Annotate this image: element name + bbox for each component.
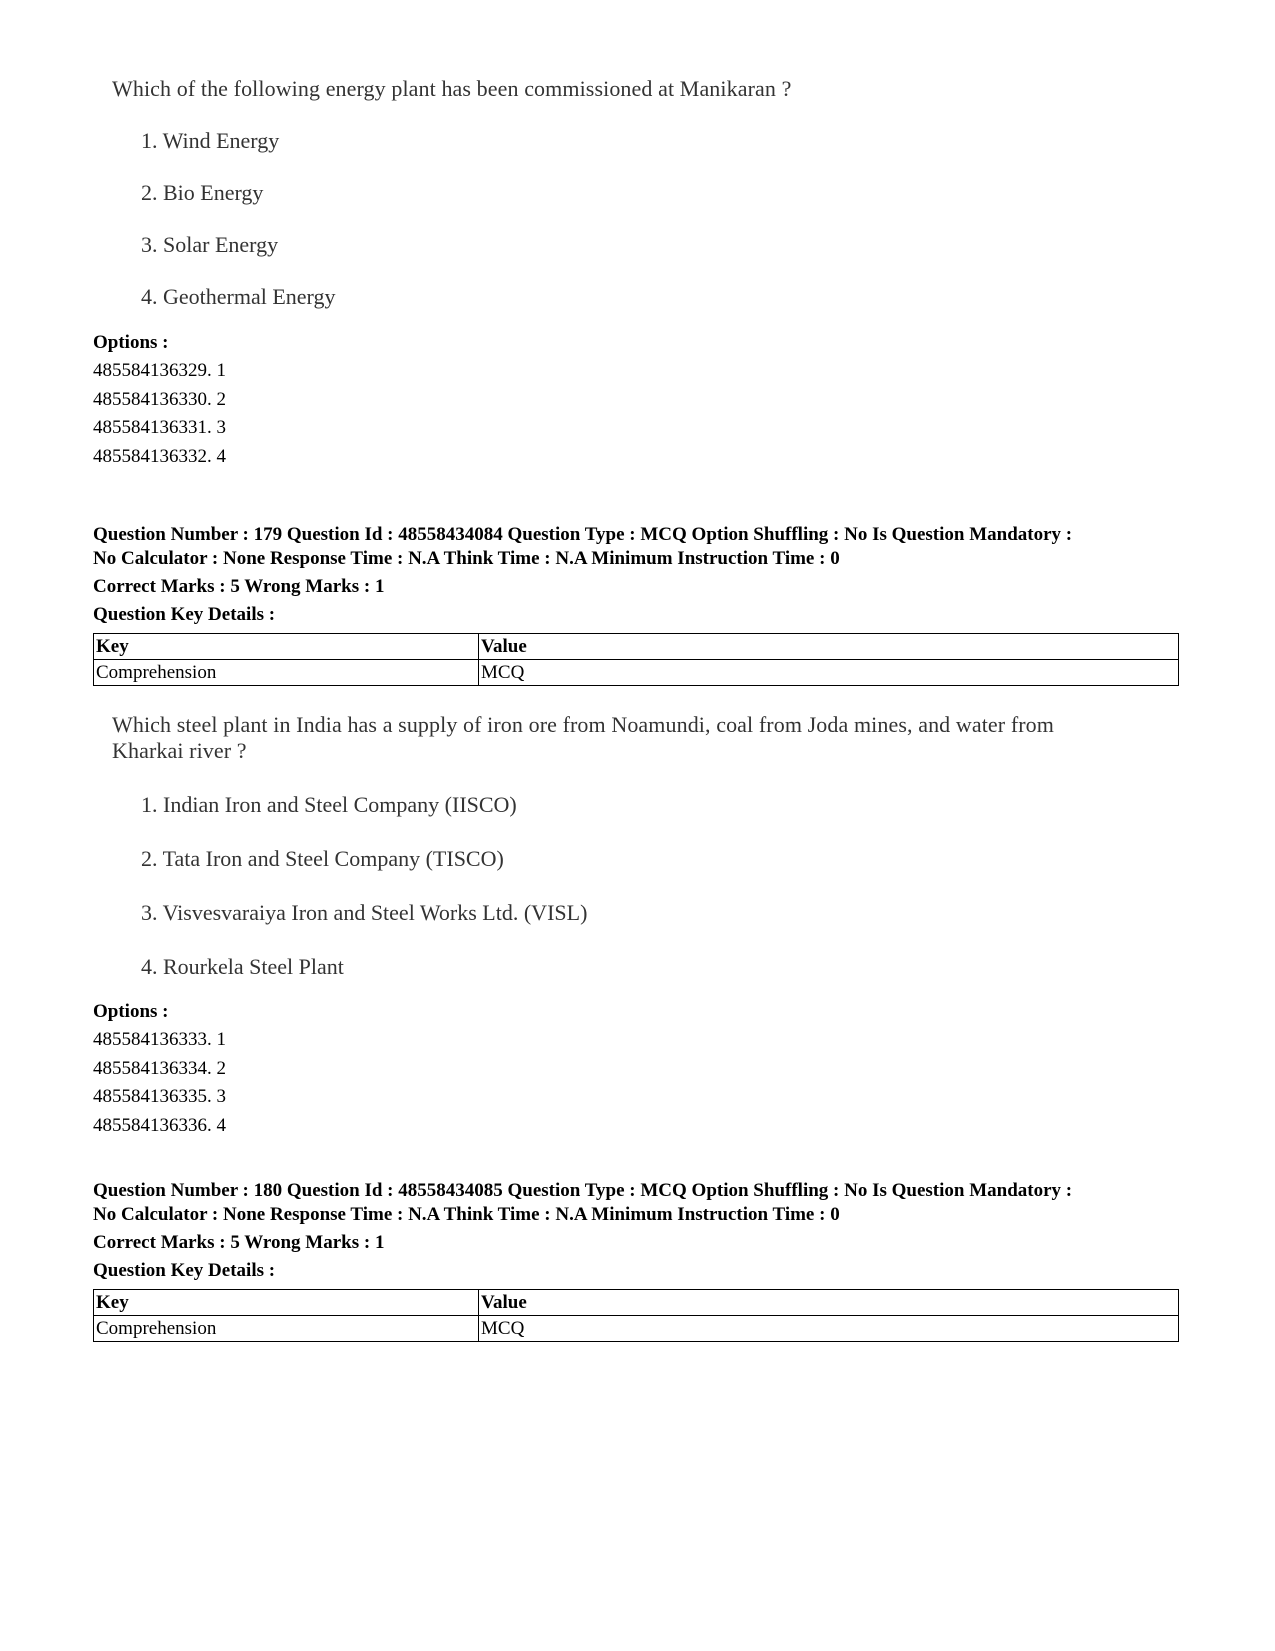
choice-item: 1. Wind Energy xyxy=(141,128,280,153)
choice-item: 2. Bio Energy xyxy=(141,180,264,205)
choice-item: 3. Visvesvaraiya Iron and Steel Works Ltd. (VISL) xyxy=(141,900,588,925)
table-row xyxy=(94,1316,1179,1342)
table-header-row xyxy=(94,1290,1179,1316)
key-details-label: Question Key Details : xyxy=(93,604,276,625)
table-row xyxy=(94,660,1179,686)
choice-item: 2. Tata Iron and Steel Company (TISCO) xyxy=(141,846,504,871)
question-text: Kharkai river ? xyxy=(112,738,247,763)
option-item: 485584136331. 3 xyxy=(93,417,226,438)
option-item: 485584136332. 4 xyxy=(93,445,226,467)
options-list xyxy=(93,357,226,471)
value-cell: MCQ xyxy=(479,1316,1179,1342)
option-item: 485584136330. 2 xyxy=(93,388,226,410)
marks-line: Correct Marks : 5 Wrong Marks : 1 xyxy=(93,576,385,597)
marks-line: Correct Marks : 5 Wrong Marks : 1 xyxy=(93,1232,385,1253)
option-item: 485584136333. 1 xyxy=(93,1029,226,1050)
question-meta-line: Question Number : 179 Question Id : 48558434084 Question Type : MCQ Option Shuffling : No Is Question Mandatory : xyxy=(93,524,1073,545)
choice-item: 4. Geothermal Energy xyxy=(141,284,336,309)
choice-item: 4. Rourkela Steel Plant xyxy=(141,954,344,979)
option-item: 485584136334. 2 xyxy=(93,1057,226,1079)
option-item: 485584136336. 4 xyxy=(93,1114,226,1136)
options-list xyxy=(93,1026,226,1140)
options-label: Options : xyxy=(93,1001,169,1022)
options-label: Options : xyxy=(93,332,169,353)
key-cell: Comprehension xyxy=(94,660,479,686)
choice-item: 1. Indian Iron and Steel Company (IISCO) xyxy=(141,792,517,817)
key-header: Key xyxy=(94,1290,479,1316)
choice-item: 3. Solar Energy xyxy=(141,232,279,257)
key-cell: Comprehension xyxy=(94,1316,479,1342)
option-item: 485584136335. 3 xyxy=(93,1086,226,1107)
question-meta-line: Question Number : 180 Question Id : 48558434085 Question Type : MCQ Option Shuffling : No Is Question Mandatory : xyxy=(93,1180,1073,1201)
question-text: Which of the following energy plant has been commissioned at Manikaran ? xyxy=(112,76,792,101)
key-details-table xyxy=(93,1289,1179,1342)
value-header: Value xyxy=(479,1290,1179,1316)
key-header: Key xyxy=(94,634,479,660)
value-cell: MCQ xyxy=(479,660,1179,686)
question-meta-line: No Calculator : None Response Time : N.A Think Time : N.A Minimum Instruction Time : 0 xyxy=(93,1204,840,1225)
option-item: 485584136329. 1 xyxy=(93,360,226,381)
table-header-row xyxy=(94,634,1179,660)
value-header: Value xyxy=(479,634,1179,660)
question-text: Which steel plant in India has a supply of iron ore from Noamundi, coal from Joda mines, and water from xyxy=(112,712,1054,737)
key-details-table xyxy=(93,633,1179,686)
key-details-label: Question Key Details : xyxy=(93,1260,276,1281)
question-meta-line: No Calculator : None Response Time : N.A Think Time : N.A Minimum Instruction Time : 0 xyxy=(93,548,840,569)
